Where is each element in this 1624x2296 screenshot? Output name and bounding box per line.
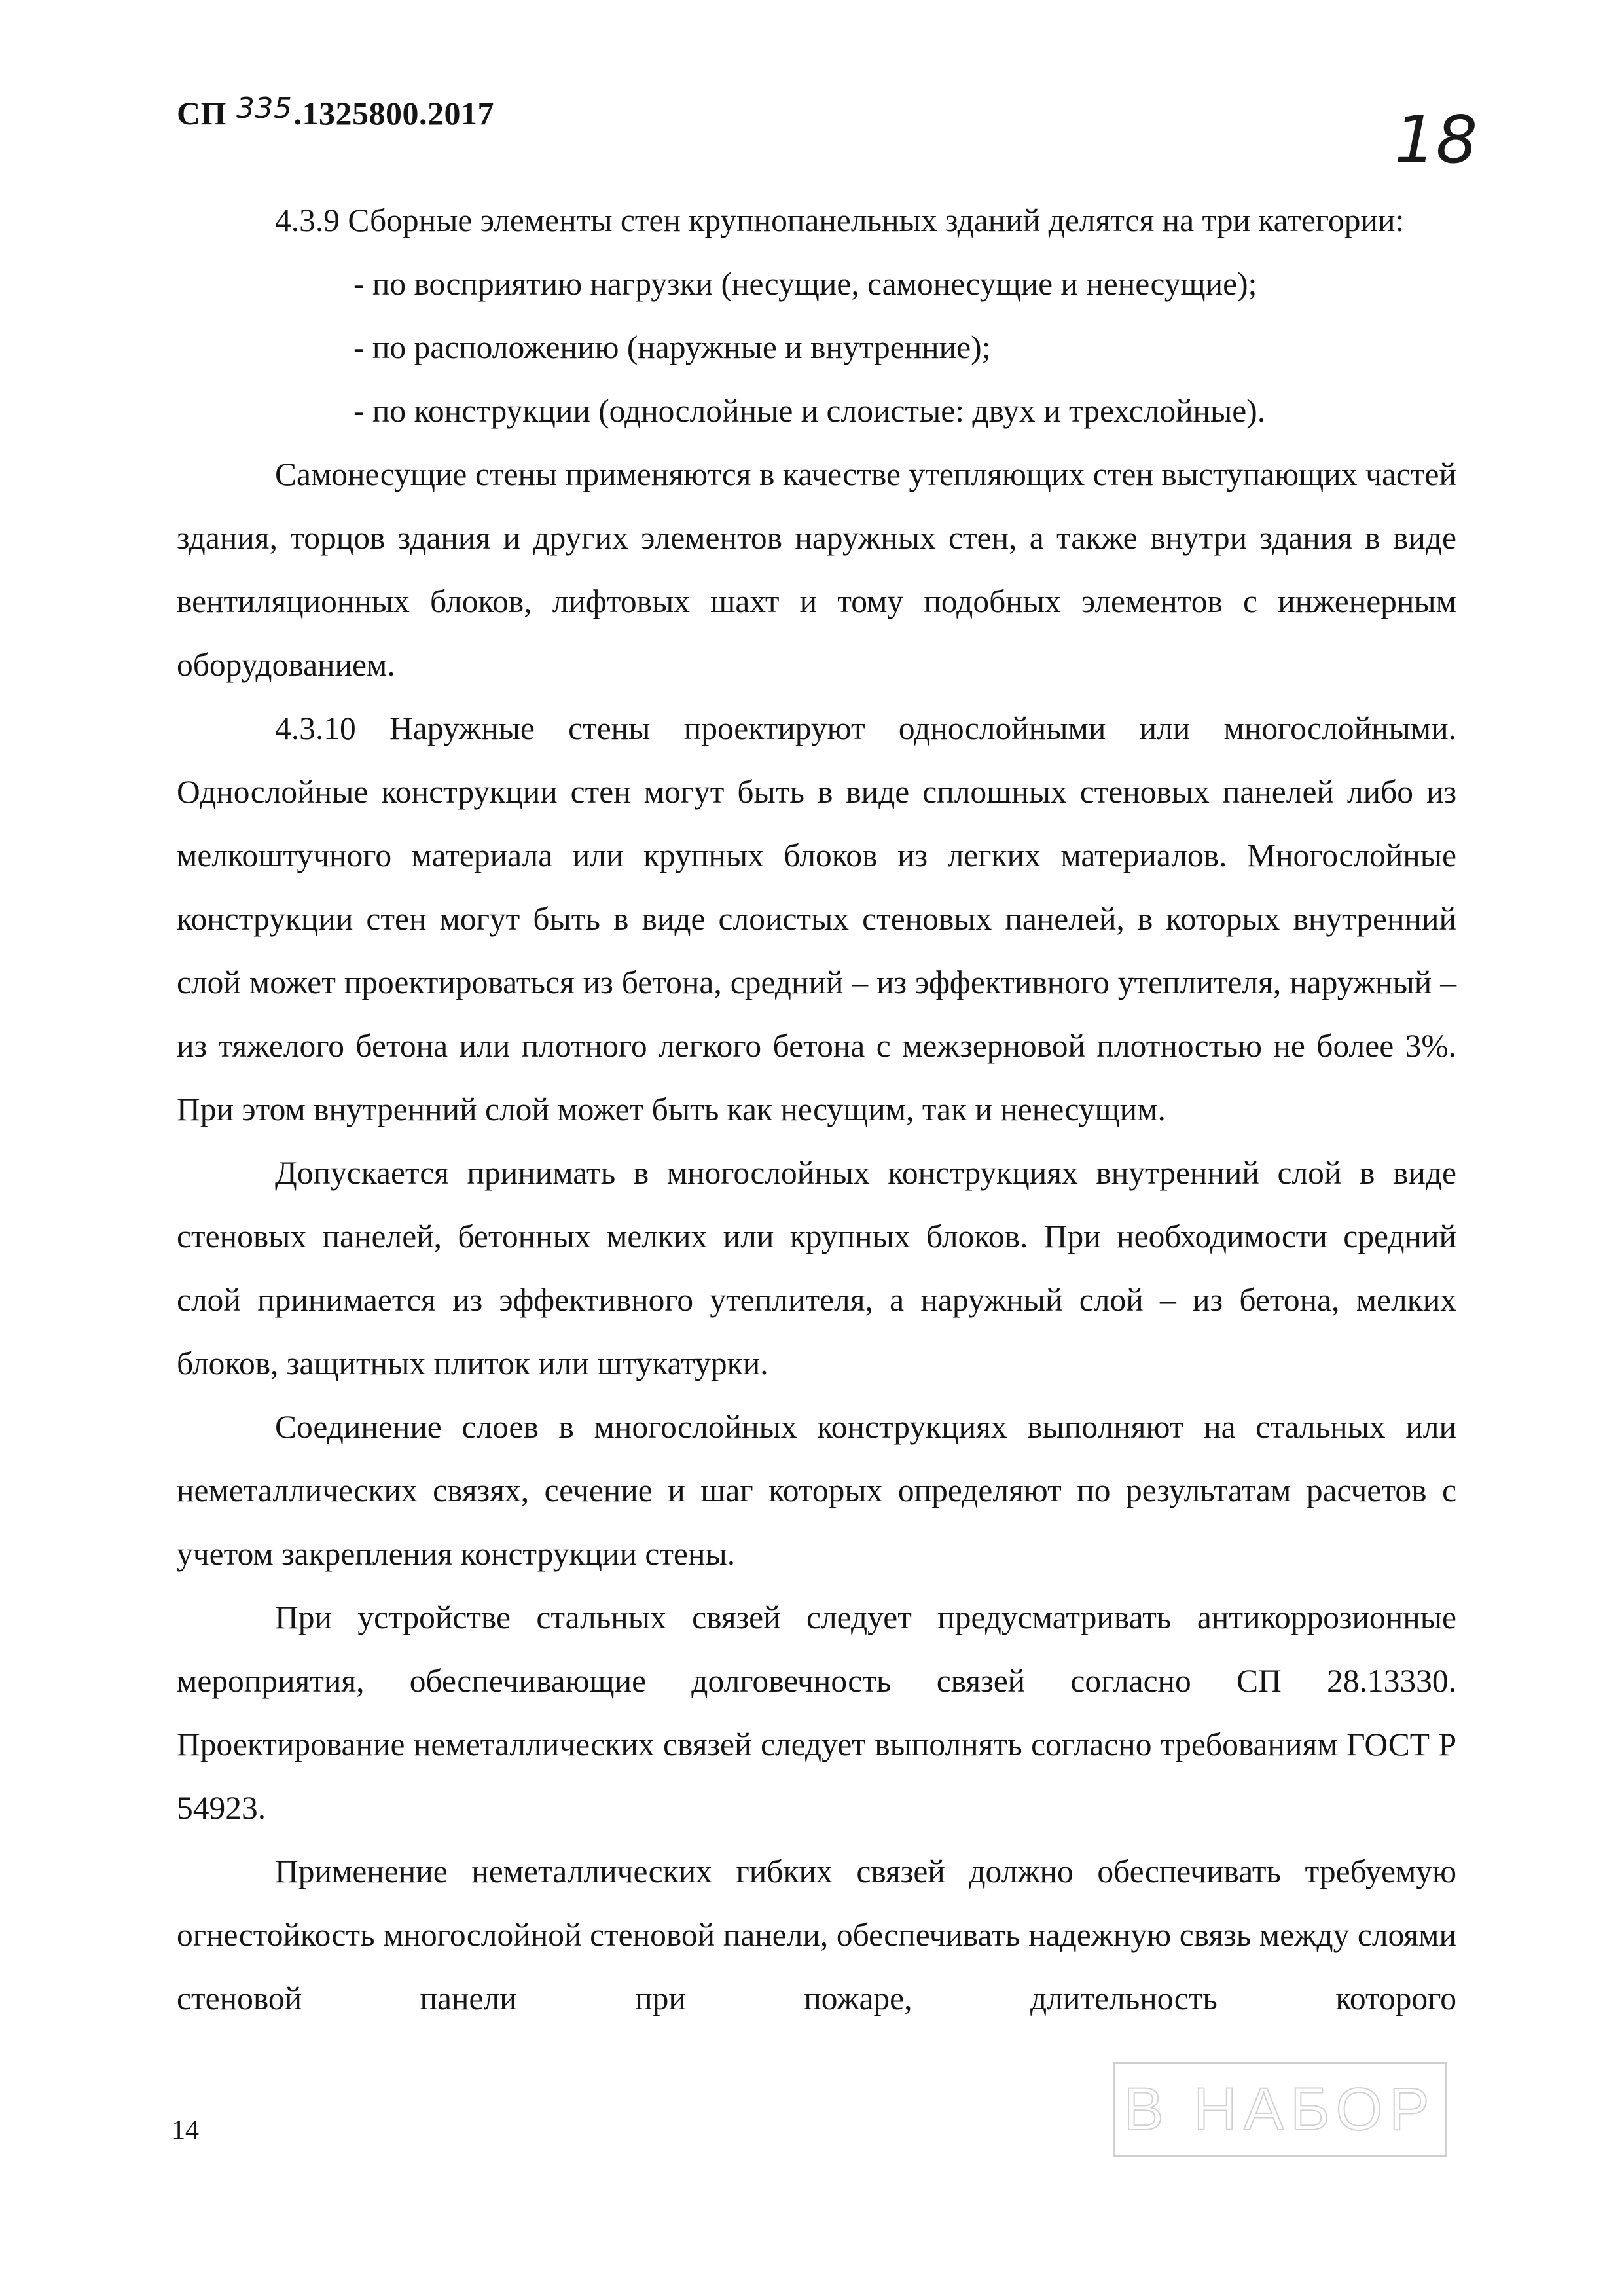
stamp-text: В НАБОР [1123,2076,1436,2143]
document-body [177,189,1456,2030]
paragraph-self-bearing-walls: Самонесущие стены применяются в качестве утепляющих стен выступающих частей здания, торцов здания и других элементов наружных стен, а также внутри здания в виде вентиляционных блоков, лифтовых шахт и тому подобных элементов с инженерным оборудованием. [177,456,1456,683]
paragraph-inner-layer: Допускается принимать в многослойных конструкциях внутренний слой в виде стеновых панелей, бетонных мелких или крупных блоков. При необходимости средний слой принимается из эффективного утеплителя, а наружный слой – из бетона, мелких блоков, защитных плиток или штукатурки. [177,1155,1456,1381]
list-item: - по восприятию нагрузки (несущие, самонесущие и ненесущие); [353,266,1257,302]
document-code [177,92,494,132]
list-item: - по расположению (наружные и внутренние); [353,329,991,365]
stamp [1113,2062,1447,2157]
paragraph-4-3-9: 4.3.9 Сборные элементы стен крупнопанельных зданий делятся на три категории: [275,202,1405,238]
list-item: - по конструкции (однослойные и слоистые: двух и трехслойные). [353,393,1266,429]
paragraph-4-3-10: 4.3.10 Наружные стены проектируют однослойными или многослойными. Однослойные конструкции стен могут быть в виде сплошных стеновых панелей либо из мелкоштучного материала или крупных блоков из легких материалов. Многослойные конструкции стен могут быть в виде слоистых стеновых панелей, в которых внутренний слой может проектироваться из бетона, средний – из эффективного утеплителя, наружный – из тяжелого бетона или плотного легкого бетона с межзерновой плотностью не более 3%. При этом внутренний слой может быть как несущим, так и ненесущим. [177,710,1456,1127]
code-prefix: СП [177,95,226,132]
paragraph-steel-ties: При устройстве стальных связей следует предусматривать антикоррозионные мероприятия, обеспечивающие долговечность связей согласно СП 28.13330. Проектирование неметаллических связей следует выполнять согласно требованиям ГОСТ Р 54923. [177,1599,1456,1826]
paragraph-layer-connection: Соединение слоев в многослойных конструкциях выполняют на стальных или неметаллических связях, сечение и шаг которых определяют по результатам расчетов с учетом закрепления конструкции стены. [177,1409,1456,1572]
handwritten-sheet-number: 18 [1394,101,1478,178]
paragraph-nonmetal-ties: Применение неметаллических гибких связей должно обеспечивать требуемую огнестойкость многослойной стеновой панели, обеспечивать надежную связь между слоями стеновой панели при пожаре, длительность которого [177,1853,1456,2016]
code-suffix: .1325800.2017 [293,95,494,132]
page-number: 14 [171,2115,199,2145]
code-handwritten-number: 335 [236,92,293,125]
